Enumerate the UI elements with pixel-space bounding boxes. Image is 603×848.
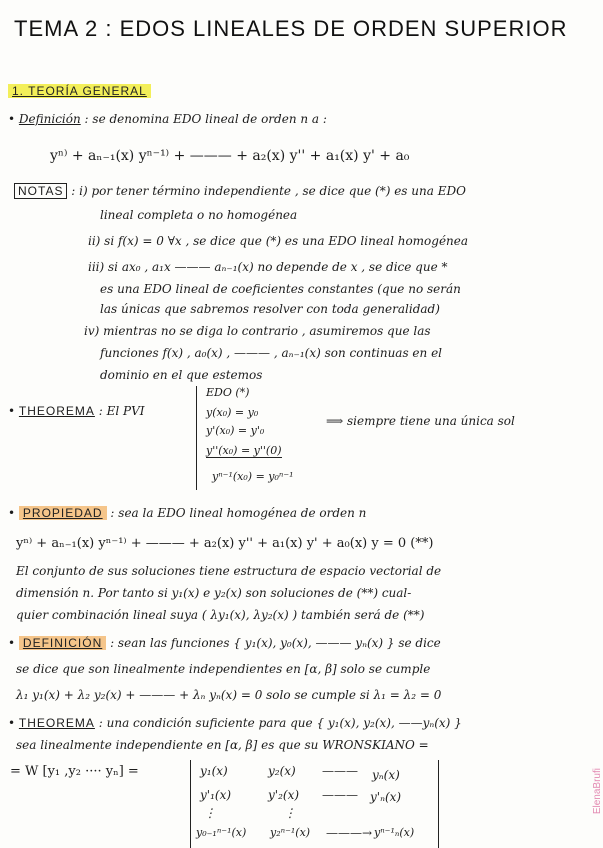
- equation-edo: yⁿ⁾ + aₙ₋₁(x) yⁿ⁻¹⁾ + ——— + a₂(x) y'' + a₁(x) y' + a₀: [50, 148, 410, 164]
- definition-line: • Definición : se denomina EDO lineal de orden n a :: [8, 112, 327, 126]
- nota-text: las únicas que sabremos resolver con toda generalidad): [100, 302, 440, 316]
- wronskian-cell: y'₂(x): [268, 788, 300, 802]
- section-1-label: 1. TEORÍA GENERAL: [8, 84, 151, 98]
- definition-2-text: : sean las funciones { y₁(x), y₀(x), ——— yₙ(x) } se dice: [110, 636, 441, 650]
- theorem-2-text: : una condición suficiente para que { y₁(x), y₂(x), ——yₙ(x) }: [98, 716, 462, 730]
- wronskian-cell: ———: [322, 764, 358, 778]
- theorem-2-body: sea linealmente independiente en [α, β] es que su WRONSKIANO =: [16, 738, 429, 752]
- wronskian-cell: y₂ⁿ⁻¹(x): [270, 826, 311, 839]
- wronskian-cell: ———: [322, 788, 358, 802]
- wronskian-bar-right: [438, 760, 439, 848]
- notas-label: NOTAS: [14, 183, 67, 199]
- page-title: TEMA 2 : EDOS LINEALES DE ORDEN SUPERIOR: [14, 16, 568, 41]
- theorem-2-line: • THEOREMA : una condición suficiente para que { y₁(x), y₂(x), ——yₙ(x) }: [8, 716, 462, 730]
- pvi-row: y(x₀) = y₀: [206, 406, 259, 419]
- definition-label: Definición: [18, 112, 81, 126]
- wronskian-cell: yₙ(x): [372, 768, 400, 782]
- pvi-row: y'(x₀) = y'₀: [206, 424, 265, 437]
- nota-text: funciones f(x) , a₀(x) , ——— , aₙ₋₁(x) son continuas en el: [100, 346, 443, 360]
- section-heading: [8, 84, 151, 98]
- definition-2-body: λ₁ y₁(x) + λ₂ y₂(x) + ——— + λₙ yₙ(x) = 0 solo se cumple si λ₁ = λ₂ = 0: [16, 688, 442, 702]
- wronskian-cell: y₀₋₁ⁿ⁻¹(x): [196, 826, 247, 839]
- wronskian-bar-left: [190, 760, 191, 848]
- property-label: PROPIEDAD: [19, 506, 107, 520]
- wronskian-cell: ———→: [326, 826, 373, 840]
- pvi-brace: [196, 386, 197, 490]
- theorem-1-text: : El PVI: [98, 404, 145, 418]
- pvi-row: EDO (*): [206, 386, 250, 399]
- definition-text: : se denomina EDO lineal de orden n a :: [84, 112, 327, 126]
- property-body: quier combinación lineal suya ( λy₁(x), λy₂(x) ) también será de (**): [16, 608, 425, 622]
- property-body: El conjunto de sus soluciones tiene estructura de espacio vectorial de: [16, 564, 442, 578]
- property-text: : sea la EDO lineal homogénea de orden n: [110, 506, 367, 520]
- wronskian-cell: y'ₙ(x): [370, 790, 402, 804]
- wronskian-cell: y₁(x): [200, 764, 228, 778]
- property-line: • PROPIEDAD : sea la EDO lineal homogénea de orden n: [8, 506, 367, 520]
- definition-2-label: DEFINICIÓN: [19, 636, 106, 650]
- pvi-conclusion: ⟹ siempre tiene una única sol: [326, 414, 515, 428]
- nota-text: : i) por tener término independiente , se dice que (*) es una EDO: [71, 184, 466, 198]
- nota-text: iii) si ax₀ , a₁x ——— aₙ₋₁(x) no depende de x , se dice que *: [88, 260, 448, 274]
- nota-text: ii) si f(x) = 0 ∀x , se dice que (*) es una EDO lineal homogénea: [88, 234, 469, 248]
- pvi-row: y''(x₀) = y''(0): [206, 444, 282, 457]
- wronskian-label: = W [y₁ ,y₂ ···· yₙ] =: [10, 764, 139, 779]
- nota-text: dominio en el que estemos: [100, 368, 263, 382]
- definition-2-line: • DEFINICIÓN : sean las funciones { y₁(x), y₀(x), ——— yₙ(x) } se dice: [8, 636, 441, 650]
- pvi-row: yⁿ⁻¹(x₀) = y₀ⁿ⁻¹: [212, 470, 294, 483]
- notas-line-1: [14, 184, 466, 198]
- property-body: dimensión n. Por tanto si y₁(x) e y₂(x) son soluciones de (**) cual-: [16, 586, 412, 600]
- definition-2-body: se dice que son linealmente independientes en [α, β] solo se cumple: [16, 662, 431, 676]
- author-watermark: ElenaBrufi: [592, 768, 603, 815]
- nota-text: iv) mientras no se diga lo contrario , asumiremos que las: [84, 324, 431, 338]
- theorem-1-line: • THEOREMA : El PVI: [8, 404, 145, 418]
- wronskian-cell: y₂(x): [268, 764, 296, 778]
- wronskian-cell: yⁿ⁻¹ₙ(x): [374, 826, 415, 839]
- theorem-1-label: THEOREMA: [18, 404, 95, 418]
- wronskian-cell: y'₁(x): [200, 788, 232, 802]
- wronskian-cell: ⋮: [204, 806, 216, 820]
- wronskian-cell: ⋮: [284, 806, 296, 820]
- nota-text: lineal completa o no homogénea: [100, 208, 298, 222]
- equation-homogeneous: yⁿ⁾ + aₙ₋₁(x) yⁿ⁻¹⁾ + ——— + a₂(x) y'' + a₁(x) y' + a₀(x) y = 0 (**): [16, 536, 434, 551]
- theorem-2-label: THEOREMA: [18, 716, 95, 730]
- nota-text: es una EDO lineal de coeficientes constantes (que no serán: [100, 282, 461, 296]
